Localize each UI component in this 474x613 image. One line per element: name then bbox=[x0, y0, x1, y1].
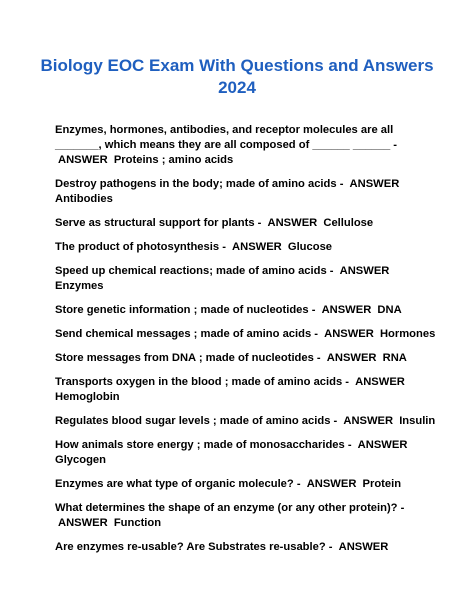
question-text: How animals store energy ; made of monosaccharides - bbox=[55, 439, 352, 451]
answer-text: Glucose bbox=[287, 241, 333, 253]
answer-text: Insulin bbox=[399, 415, 436, 427]
qa-item bbox=[55, 375, 440, 405]
qa-item bbox=[55, 216, 440, 231]
qa-item bbox=[55, 264, 440, 294]
answer-tag: ANSWER bbox=[232, 241, 282, 253]
answer-text: DNA bbox=[377, 304, 402, 316]
answer-tag: ANSWER bbox=[326, 352, 377, 364]
answer-tag: ANSWER bbox=[324, 328, 374, 340]
answer-text: Protein bbox=[362, 478, 402, 490]
answer-text: Hemoglobin bbox=[55, 391, 120, 403]
title-line-2: 2024 bbox=[218, 78, 256, 97]
answer-tag: ANSWER bbox=[306, 478, 357, 490]
question-text: Enzymes are what type of organic molecule? - bbox=[55, 478, 301, 490]
question-text: Are enzymes re-usable? Are Substrates re-usable? - bbox=[55, 541, 333, 553]
answer-tag: ANSWER bbox=[267, 217, 318, 229]
answer-tag: ANSWER bbox=[338, 541, 389, 553]
qa-item bbox=[55, 540, 440, 555]
question-answer-list bbox=[55, 123, 440, 564]
answer-text: Enzymes bbox=[55, 280, 104, 292]
answer-tag: ANSWER bbox=[321, 304, 372, 316]
question-text: Speed up chemical reactions; made of amino acids - bbox=[55, 265, 334, 277]
answer-tag: ANSWER bbox=[357, 439, 408, 451]
question-text: Serve as structural support for plants - bbox=[55, 217, 262, 229]
answer-tag: ANSWER bbox=[343, 415, 394, 427]
answer-text: RNA bbox=[382, 352, 407, 364]
answer-text: Proteins ; amino acids bbox=[113, 154, 234, 166]
answer-text: Glycogen bbox=[55, 454, 106, 466]
qa-item bbox=[55, 303, 440, 318]
question-text: Transports oxygen in the blood ; made of amino acids - bbox=[55, 376, 350, 388]
page-title bbox=[40, 55, 434, 99]
qa-item bbox=[55, 351, 440, 366]
qa-item bbox=[55, 177, 440, 207]
qa-item bbox=[55, 327, 440, 342]
answer-tag: ANSWER bbox=[339, 265, 390, 277]
qa-item bbox=[55, 240, 440, 255]
answer-text: Cellulose bbox=[323, 217, 374, 229]
answer-tag: ANSWER bbox=[58, 154, 108, 166]
answer-tag: ANSWER bbox=[58, 517, 108, 529]
title-line-1: Biology EOC Exam With Questions and Answers bbox=[40, 56, 434, 75]
question-text: Regulates blood sugar levels ; made of amino acids - bbox=[55, 415, 338, 427]
qa-item bbox=[55, 123, 440, 168]
question-text: The product of photosynthesis - bbox=[55, 241, 226, 253]
answer-tag: ANSWER bbox=[355, 376, 405, 388]
answer-text: Function bbox=[113, 517, 162, 529]
qa-item bbox=[55, 501, 440, 531]
question-text: Store messages from DNA ; made of nucleotides - bbox=[55, 352, 321, 364]
answer-tag: ANSWER bbox=[349, 178, 400, 190]
question-text: What determines the shape of an enzyme (or any other protein)? - bbox=[55, 502, 405, 514]
question-text: Store genetic information ; made of nucleotides - bbox=[55, 304, 316, 316]
question-text: Send chemical messages ; made of amino acids - bbox=[55, 328, 319, 340]
qa-item bbox=[55, 414, 440, 429]
answer-text: Hormones bbox=[379, 328, 436, 340]
question-text: Enzymes, hormones, antibodies, and receptor molecules are all _______, which means they are all composed of ______ ______ - bbox=[55, 124, 398, 151]
qa-item bbox=[55, 438, 440, 468]
qa-item bbox=[55, 477, 440, 492]
question-text: Destroy pathogens in the body; made of amino acids - bbox=[55, 178, 344, 190]
answer-text: Antibodies bbox=[55, 193, 113, 205]
